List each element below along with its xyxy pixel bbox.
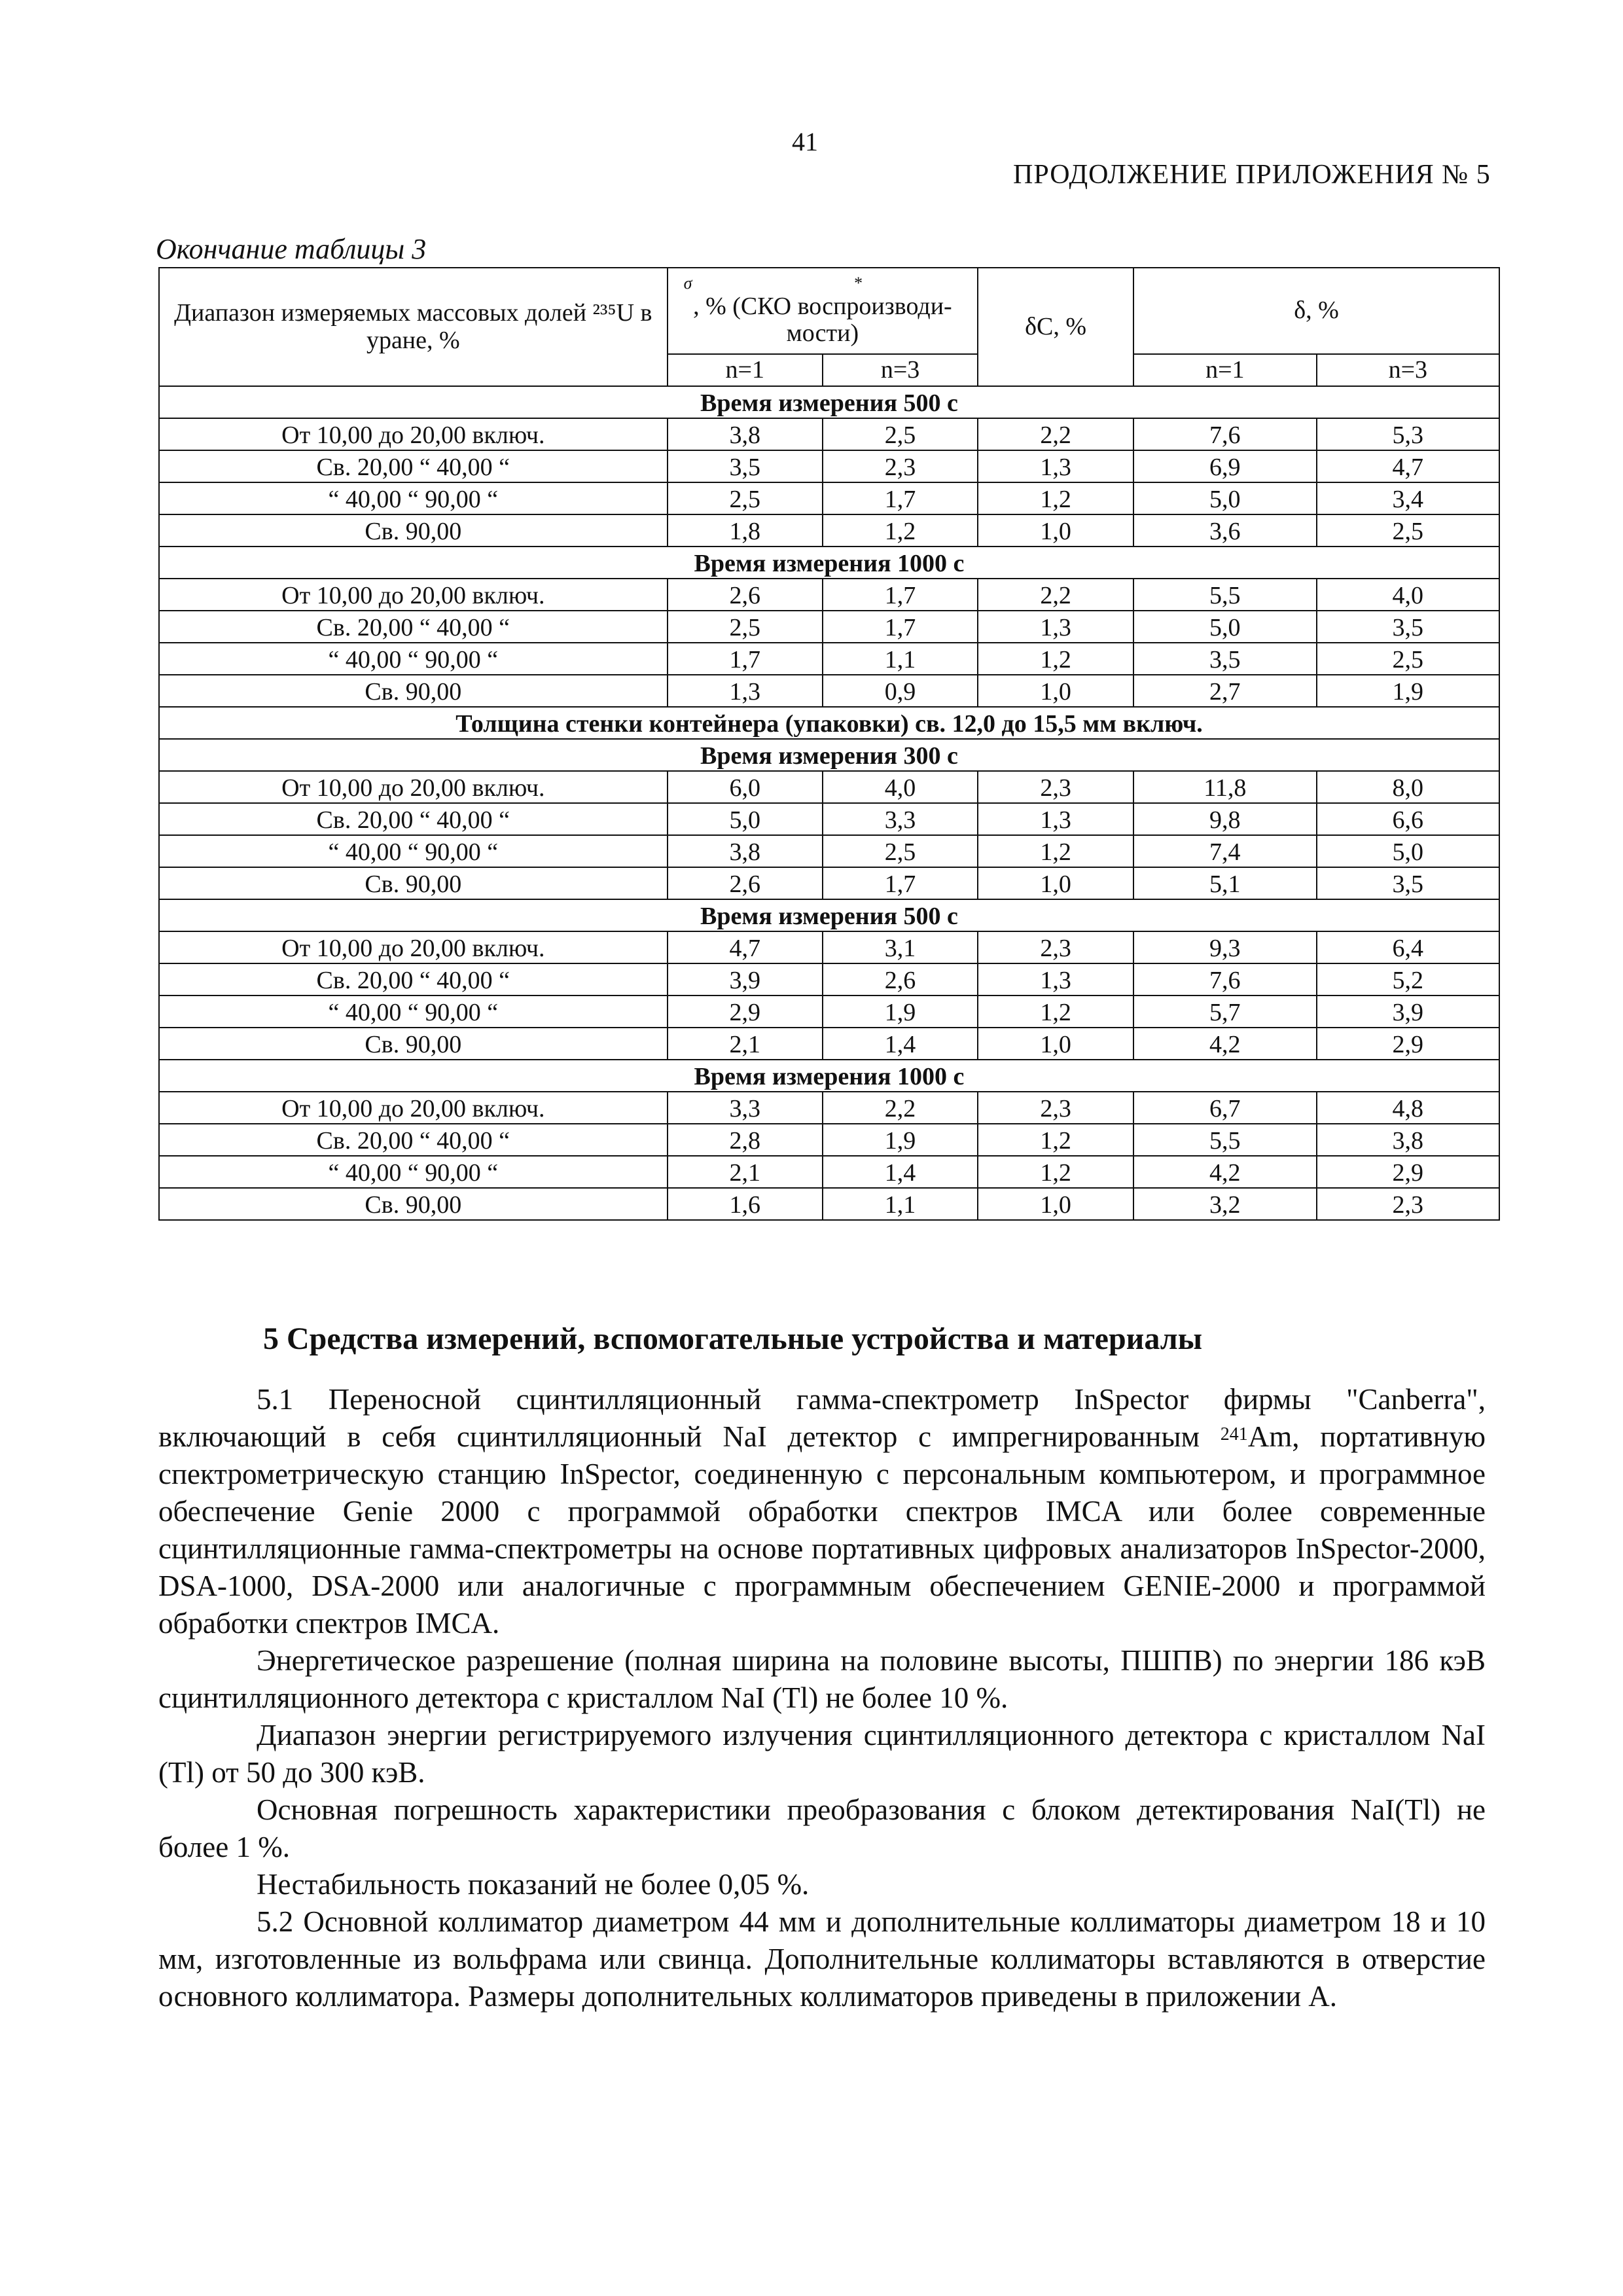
cell-delta-n3: 2,9 [1317,1028,1499,1060]
cell-delta-n3: 3,9 [1317,996,1499,1028]
cell-sigma-n1: 3,9 [668,963,823,996]
cell-range: От 10,00 до 20,00 включ. [159,1092,668,1124]
body-text [158,1381,1486,2015]
cell-delta-n3: 8,0 [1317,771,1499,803]
cell-sigma-n3: 1,7 [823,482,978,514]
cell-sigma-n1: 3,8 [668,418,823,450]
cell-range: Св. 90,00 [159,675,668,707]
cell-delta-n1: 7,4 [1133,835,1317,867]
cell-delta-n3: 4,0 [1317,579,1499,611]
table-row [159,1124,1499,1156]
table-row [159,996,1499,1028]
cell-delta-c: 1,2 [978,996,1133,1028]
table-row [159,1156,1499,1188]
cell-sigma-n1: 6,0 [668,771,823,803]
cell-delta-n1: 7,6 [1133,418,1317,450]
cell-delta-c: 1,2 [978,643,1133,675]
cell-delta-n3: 4,8 [1317,1092,1499,1124]
cell-range: Св. 90,00 [159,867,668,899]
cell-sigma-n3: 1,9 [823,996,978,1028]
table-row [159,803,1499,835]
section-label: Время измерения 1000 с [159,1060,1499,1092]
header-delta-n3: n=3 [1317,354,1499,386]
cell-delta-n3: 1,9 [1317,675,1499,707]
cell-sigma-n1: 1,6 [668,1188,823,1220]
cell-delta-c: 1,0 [978,867,1133,899]
cell-delta-n3: 5,3 [1317,418,1499,450]
cell-delta-n3: 2,5 [1317,643,1499,675]
cell-sigma-n1: 2,6 [668,579,823,611]
cell-delta-n1: 5,5 [1133,579,1317,611]
cell-range: Св. 20,00 “ 40,00 “ [159,963,668,996]
cell-range: Св. 20,00 “ 40,00 “ [159,611,668,643]
cell-sigma-n1: 5,0 [668,803,823,835]
table-row [159,579,1499,611]
cell-sigma-n3: 1,7 [823,867,978,899]
cell-delta-n1: 2,7 [1133,675,1317,707]
page-number: 41 [792,127,818,156]
cell-sigma-n3: 1,7 [823,611,978,643]
cell-delta-n1: 9,3 [1133,931,1317,963]
cell-delta-c: 1,2 [978,482,1133,514]
paragraph-5-1 [158,1381,1486,1642]
cell-sigma-n3: 1,9 [823,1124,978,1156]
table-section-row [159,739,1499,771]
cell-delta-n1: 4,2 [1133,1156,1317,1188]
header-sigma-n3: n=3 [823,354,978,386]
header-range: Диапазон измеряемых массовых долей ²³⁵U в уране, % [159,268,668,386]
paragraph-resolution: Энергетическое разрешение (полная ширина на половине высоты, ПШПВ) по энергии 186 кэВ сцинтилляционного детектора с кристаллом NaI (Tl) не более 10 %. [158,1644,1486,1714]
cell-delta-c: 2,2 [978,418,1133,450]
sigma-symbol: σ * [683,273,940,293]
cell-delta-c: 2,3 [978,1092,1133,1124]
table-row [159,675,1499,707]
cell-sigma-n3: 1,1 [823,643,978,675]
cell-delta-n3: 5,0 [1317,835,1499,867]
header-sigma-label: , % (СКО воспроизводи-мости) [693,292,952,348]
cell-range: “ 40,00 “ 90,00 “ [159,643,668,675]
paragraph-error: Основная погрешность характеристики преобразования с блоком детектирования NaI(Tl) не более 1 %. [158,1793,1486,1863]
section-label: Время измерения 500 с [159,386,1499,418]
cell-delta-n1: 5,5 [1133,1124,1317,1156]
cell-range: Св. 20,00 “ 40,00 “ [159,803,668,835]
cell-delta-c: 2,3 [978,931,1133,963]
cell-range: Св. 20,00 “ 40,00 “ [159,1124,668,1156]
p1-part2: Am, портативную спектрометрическую станцию InSpector, соединенную с персональным компьютером, и программное обеспечение Genie 2000 с программой обработки спектров IMCA или более современные сцинтилляционные гамма-спектрометры на основе портативных цифровых анализаторов InSpector-2000, DSA-1000, DSA-2000 или аналогичные с программным обеспечением GENIE-2000 и программой обработки спектров IMCA. [158,1420,1486,1640]
cell-sigma-n1: 2,6 [668,867,823,899]
section-label: Время измерения 1000 с [159,547,1499,579]
cell-delta-n3: 2,3 [1317,1188,1499,1220]
cell-delta-n3: 2,5 [1317,514,1499,547]
table-section-row [159,386,1499,418]
table-section-row [159,707,1499,739]
table-row [159,482,1499,514]
cell-delta-n3: 4,7 [1317,450,1499,482]
section-label: Время измерения 300 с [159,739,1499,771]
cell-sigma-n1: 1,3 [668,675,823,707]
section-label: Толщина стенки контейнера (упаковки) св. 12,0 до 15,5 мм включ. [159,707,1499,739]
cell-delta-c: 1,0 [978,675,1133,707]
cell-sigma-n3: 2,5 [823,418,978,450]
cell-sigma-n1: 1,7 [668,643,823,675]
cell-sigma-n1: 4,7 [668,931,823,963]
cell-delta-c: 1,2 [978,1124,1133,1156]
cell-range: “ 40,00 “ 90,00 “ [159,1156,668,1188]
cell-range: От 10,00 до 20,00 включ. [159,579,668,611]
cell-sigma-n1: 2,1 [668,1156,823,1188]
cell-range: Св. 90,00 [159,514,668,547]
cell-sigma-n1: 2,1 [668,1028,823,1060]
cell-range: От 10,00 до 20,00 включ. [159,931,668,963]
cell-range: От 10,00 до 20,00 включ. [159,418,668,450]
table-section-row [159,547,1499,579]
cell-delta-n1: 4,2 [1133,1028,1317,1060]
cell-delta-c: 1,3 [978,803,1133,835]
table-caption: Окончание таблицы 3 [156,233,427,265]
cell-range: “ 40,00 “ 90,00 “ [159,835,668,867]
cell-delta-n3: 3,5 [1317,867,1499,899]
header-delta-c: δC, % [978,268,1133,386]
data-table [158,267,1500,1221]
cell-delta-n3: 3,8 [1317,1124,1499,1156]
header-delta-n1: n=1 [1133,354,1317,386]
cell-sigma-n3: 3,1 [823,931,978,963]
cell-delta-n1: 5,7 [1133,996,1317,1028]
cell-delta-c: 1,0 [978,1188,1133,1220]
cell-sigma-n3: 0,9 [823,675,978,707]
cell-range: От 10,00 до 20,00 включ. [159,771,668,803]
paragraph-5-2: 5.2 Основной коллиматор диаметром 44 мм и дополнительные коллиматоры диаметром 18 и 10 мм, изготовленные из вольфрама или свинца. Дополнительные коллиматоры вставляются в отверстие основного коллиматора. Размеры дополнительных коллиматоров приведены в приложении А. [158,1905,1486,2013]
cell-sigma-n3: 2,2 [823,1092,978,1124]
cell-delta-c: 1,0 [978,514,1133,547]
cell-delta-c: 1,2 [978,1156,1133,1188]
p1-superscript: 241 [1220,1424,1248,1444]
cell-sigma-n1: 3,5 [668,450,823,482]
cell-sigma-n1: 2,5 [668,611,823,643]
cell-sigma-n1: 2,5 [668,482,823,514]
cell-delta-n3: 6,4 [1317,931,1499,963]
table-row [159,418,1499,450]
cell-delta-n1: 7,6 [1133,963,1317,996]
cell-sigma-n3: 1,4 [823,1156,978,1188]
cell-delta-n1: 11,8 [1133,771,1317,803]
table-row [159,931,1499,963]
cell-delta-n3: 5,2 [1317,963,1499,996]
table-row [159,514,1499,547]
table-row [159,1028,1499,1060]
cell-sigma-n3: 2,6 [823,963,978,996]
header-sigma [668,268,978,354]
cell-delta-n1: 3,5 [1133,643,1317,675]
table-row [159,771,1499,803]
table-row [159,1188,1499,1220]
cell-delta-n1: 5,1 [1133,867,1317,899]
table-row [159,867,1499,899]
cell-delta-n1: 5,0 [1133,482,1317,514]
cell-delta-c: 1,2 [978,835,1133,867]
cell-range: Св. 20,00 “ 40,00 “ [159,450,668,482]
cell-delta-n3: 2,9 [1317,1156,1499,1188]
cell-sigma-n3: 1,2 [823,514,978,547]
table-row [159,1092,1499,1124]
cell-sigma-n1: 1,8 [668,514,823,547]
appendix-header: ПРОДОЛЖЕНИЕ ПРИЛОЖЕНИЯ № 5 [1013,160,1491,190]
cell-sigma-n3: 1,4 [823,1028,978,1060]
header-delta: δ, % [1133,268,1499,354]
table-row [159,611,1499,643]
p1-part1: 5.1 Переносной сцинтилляционный гамма-спектрометр InSpector фирмы "Canberra", включающий в себя сцинтилляционный NaI детектор с импрегнированным [158,1383,1486,1453]
table-section-row [159,1060,1499,1092]
cell-sigma-n3: 1,1 [823,1188,978,1220]
cell-sigma-n3: 2,5 [823,835,978,867]
cell-delta-n1: 6,7 [1133,1092,1317,1124]
cell-delta-c: 1,3 [978,450,1133,482]
cell-delta-n1: 5,0 [1133,611,1317,643]
cell-delta-n1: 6,9 [1133,450,1317,482]
cell-delta-n3: 6,6 [1317,803,1499,835]
cell-delta-n3: 3,4 [1317,482,1499,514]
cell-delta-n3: 3,5 [1317,611,1499,643]
header-sigma-n1: n=1 [668,354,823,386]
cell-sigma-n1: 2,8 [668,1124,823,1156]
cell-delta-c: 1,3 [978,963,1133,996]
table-row [159,450,1499,482]
table-header-row [159,268,1499,354]
table-section-row [159,899,1499,931]
cell-sigma-n3: 4,0 [823,771,978,803]
cell-range: Св. 90,00 [159,1028,668,1060]
cell-sigma-n3: 1,7 [823,579,978,611]
cell-sigma-n1: 3,8 [668,835,823,867]
cell-sigma-n1: 2,9 [668,996,823,1028]
table-row [159,835,1499,867]
cell-delta-n1: 3,6 [1133,514,1317,547]
paragraph-energy-range: Диапазон энергии регистрируемого излучения сцинтилляционного детектора с кристаллом NaI (Tl) от 50 до 300 кэВ. [158,1719,1486,1789]
paragraph-instability: Нестабильность показаний не более 0,05 %. [257,1868,810,1901]
cell-range: Св. 90,00 [159,1188,668,1220]
cell-delta-n1: 3,2 [1133,1188,1317,1220]
cell-range: “ 40,00 “ 90,00 “ [159,996,668,1028]
table-row [159,963,1499,996]
cell-delta-n1: 9,8 [1133,803,1317,835]
cell-sigma-n1: 3,3 [668,1092,823,1124]
section-heading: 5 Средства измерений, вспомогательные устройства и материалы [263,1321,1203,1356]
cell-range: “ 40,00 “ 90,00 “ [159,482,668,514]
cell-sigma-n3: 3,3 [823,803,978,835]
table-row [159,643,1499,675]
cell-delta-c: 2,3 [978,771,1133,803]
cell-delta-c: 1,0 [978,1028,1133,1060]
cell-delta-c: 1,3 [978,611,1133,643]
section-label: Время измерения 500 с [159,899,1499,931]
cell-sigma-n3: 2,3 [823,450,978,482]
cell-delta-c: 2,2 [978,579,1133,611]
